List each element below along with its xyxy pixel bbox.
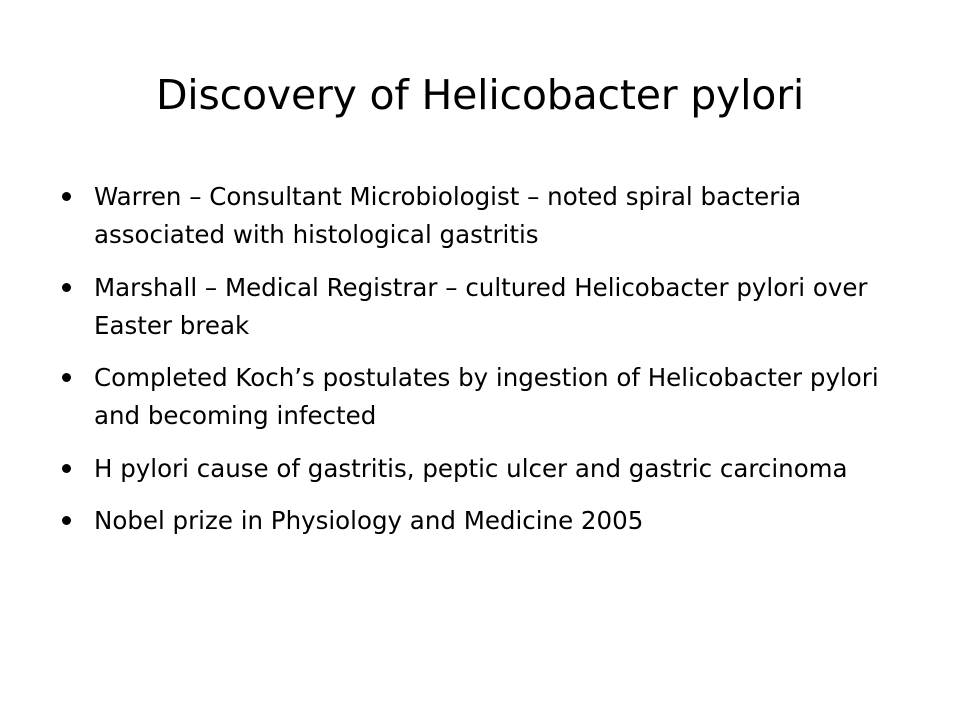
bullet-item (60, 450, 920, 488)
bullet-item (60, 178, 920, 254)
slide-title: Discovery of Helicobacter pylori (155, 71, 805, 119)
bullet-text: Marshall – Medical Registrar – cultured Helicobacter pylori over Easter break (94, 272, 868, 340)
bullet-icon (62, 192, 71, 201)
bullet-icon (62, 283, 71, 292)
bullet-text: Warren – Consultant Microbiologist – noted spiral bacteria associated with histological gastritis (94, 182, 802, 249)
bullet-item (60, 269, 920, 345)
bullet-item (60, 359, 920, 435)
bullet-text: Nobel prize in Physiology and Medicine 2005 (94, 506, 644, 535)
bullet-item (60, 502, 920, 540)
bullet-icon (62, 464, 71, 473)
bullet-icon (62, 373, 71, 382)
bullet-list (60, 178, 920, 555)
bullet-text: H pylori cause of gastritis, peptic ulcer and gastric carcinoma (94, 453, 848, 483)
bullet-icon (62, 516, 71, 525)
bullet-text: Completed Koch’s postulates by ingestion of Helicobacter pylori and becoming infected (94, 363, 879, 430)
